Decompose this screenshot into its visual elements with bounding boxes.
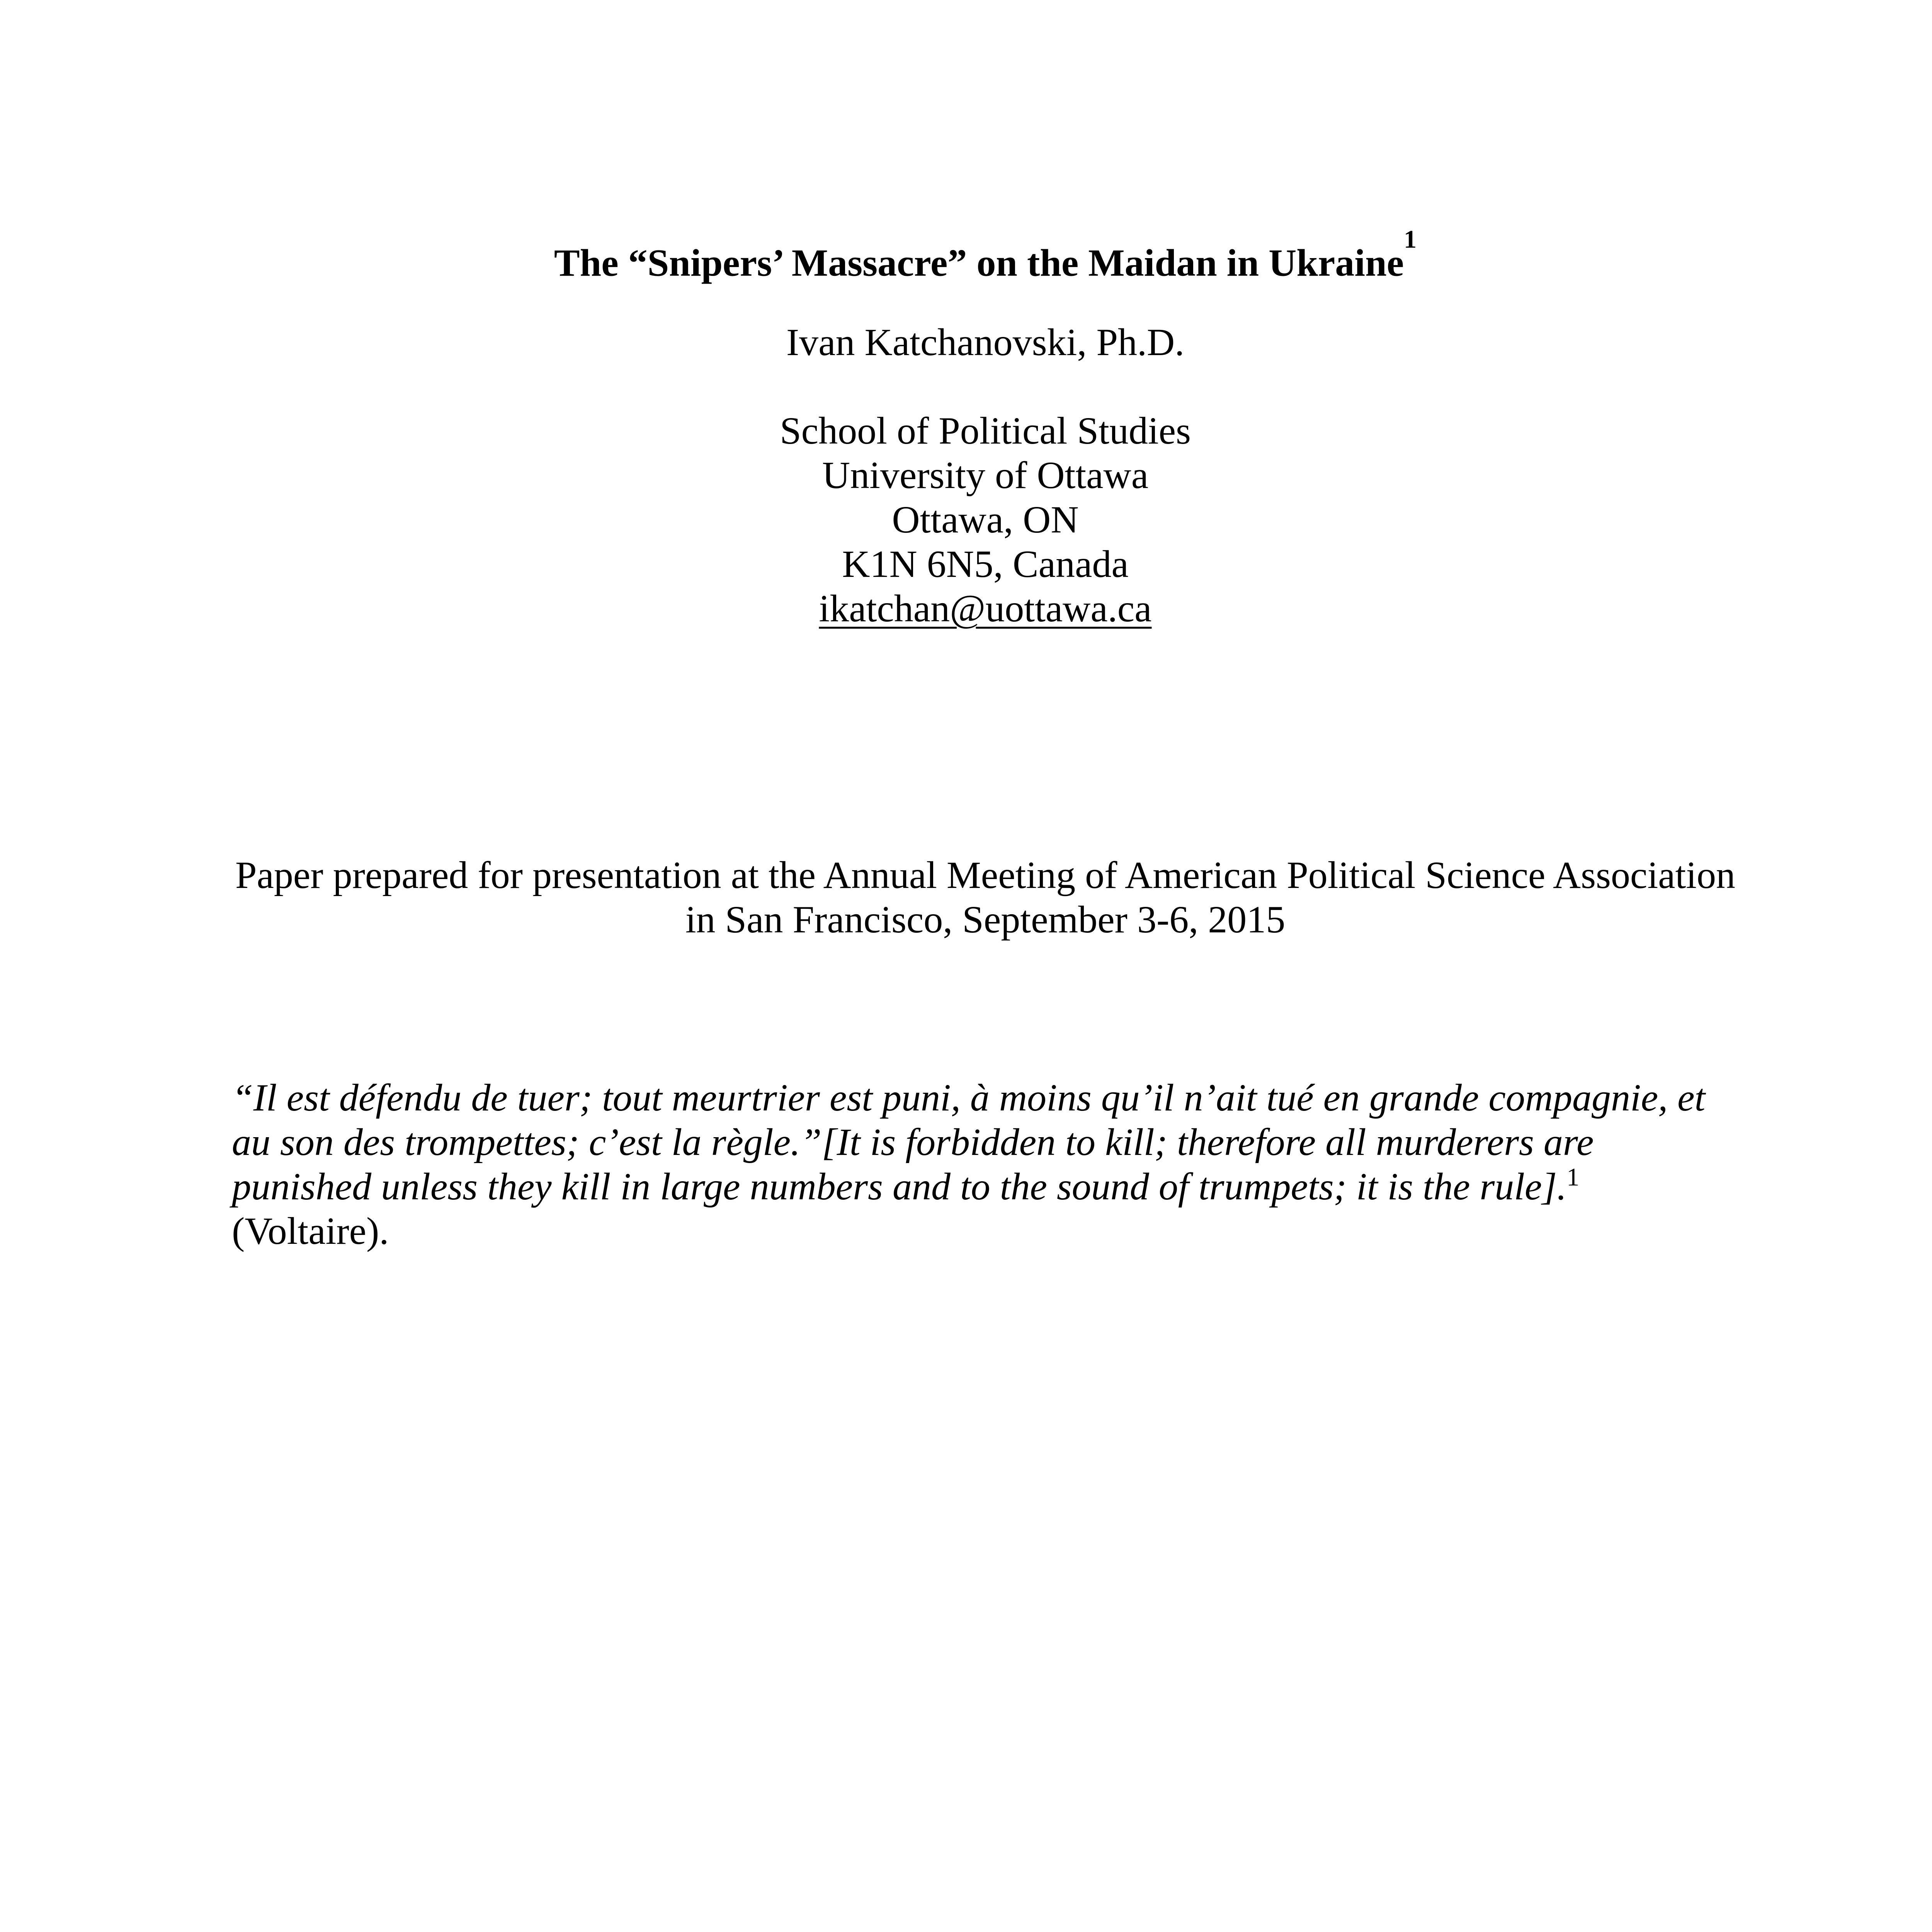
epigraph-line-2: au son des trompettes; c’est la règle.”[It is forbidden to kill; therefore all murderers are bbox=[232, 1121, 1594, 1163]
author-email-link[interactable]: ikatchan@uottawa.ca bbox=[819, 587, 1152, 630]
affiliation-school: School of Political Studies bbox=[780, 409, 1191, 452]
epigraph-attribution: (Voltaire). bbox=[232, 1209, 389, 1252]
affiliation-city: Ottawa, ON bbox=[892, 498, 1079, 541]
epigraph-footnote-marker[interactable]: 1 bbox=[1566, 1163, 1580, 1191]
epigraph-line-1: “Il est défendu de tuer; tout meurtrier est puni, à moins qu’il n’ait tué en grande compagnie, et bbox=[232, 1076, 1706, 1119]
title-footnote-marker[interactable]: 1 bbox=[1404, 225, 1417, 253]
epigraph-line-3 bbox=[232, 1163, 1580, 1211]
affiliation-university: University of Ottawa bbox=[822, 454, 1149, 497]
author-email-line bbox=[0, 589, 1932, 628]
presentation-line-2: in San Francisco, September 3-6, 2015 bbox=[685, 898, 1286, 941]
epigraph-line-3-text: punished unless they kill in large numbers and to the sound of trumpets; it is the rule]. bbox=[232, 1165, 1567, 1208]
paper-title bbox=[0, 225, 1932, 284]
affiliation-postal: K1N 6N5, Canada bbox=[842, 543, 1129, 585]
paper-title-text: The “Snipers’ Massacre” on the Maidan in Ukraine bbox=[554, 241, 1404, 284]
presentation-line-1: Paper prepared for presentation at the Annual Meeting of American Political Science Association bbox=[235, 854, 1736, 896]
author-name: Ivan Katchanovski, Ph.D. bbox=[786, 321, 1185, 364]
